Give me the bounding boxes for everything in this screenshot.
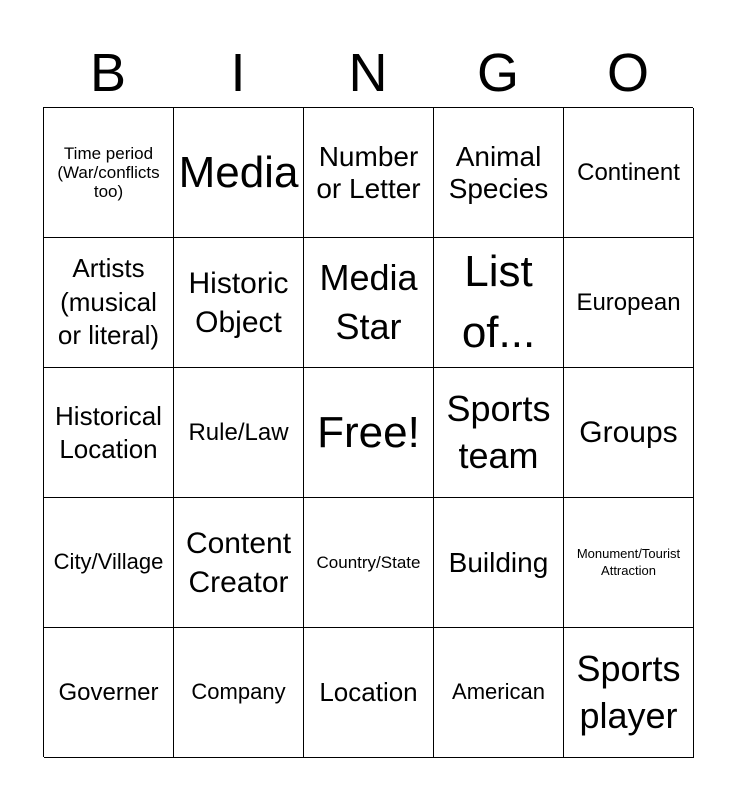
cell-label: Country/State — [316, 552, 421, 572]
cell-label: Media Star — [319, 256, 418, 347]
cell-label: Number or Letter — [316, 140, 421, 204]
bingo-cell[interactable] — [434, 368, 564, 498]
cell-label: Rule/Law — [188, 418, 289, 446]
cell-label: List of... — [461, 246, 536, 357]
cell-label: Content Creator — [185, 526, 292, 599]
header-letter-n: N — [348, 43, 388, 103]
header-letter-g: G — [476, 43, 519, 103]
cell-label: Media — [178, 147, 299, 197]
bingo-cell[interactable] — [44, 368, 174, 498]
bingo-cell[interactable] — [44, 108, 174, 238]
bingo-cell[interactable] — [304, 628, 434, 758]
bingo-cell[interactable] — [564, 628, 694, 758]
cell-label: Free! — [317, 407, 420, 457]
cell-label: Location — [319, 676, 418, 707]
bingo-cell[interactable] — [304, 108, 434, 238]
header-letter-b: B — [89, 43, 127, 103]
bingo-cell[interactable] — [434, 238, 564, 368]
bingo-cell[interactable] — [434, 498, 564, 628]
cell-label: Sports team — [446, 388, 551, 476]
bingo-cell[interactable] — [44, 238, 174, 368]
bingo-cell[interactable] — [174, 108, 304, 238]
bingo-cell[interactable] — [44, 498, 174, 628]
bingo-cell[interactable] — [434, 628, 564, 758]
bingo-cell[interactable] — [174, 368, 304, 498]
cell-label: Historical Location — [55, 401, 162, 464]
cell-label: Building — [448, 546, 549, 578]
cell-label: Monument/Tourist Attraction — [576, 546, 681, 578]
cell-label: Governer — [58, 678, 159, 706]
bingo-cell[interactable] — [434, 108, 564, 238]
cell-label: Company — [191, 679, 286, 705]
bingo-cell[interactable] — [174, 498, 304, 628]
cell-label: Continent — [577, 158, 680, 186]
bingo-cell[interactable] — [304, 498, 434, 628]
cell-label: Historic Object — [188, 266, 289, 339]
bingo-cell[interactable] — [44, 628, 174, 758]
bingo-cell[interactable] — [564, 108, 694, 238]
cell-label: Groups — [579, 415, 678, 449]
header-letter-i: I — [230, 43, 246, 103]
cell-label: Animal Species — [448, 140, 549, 204]
bingo-cell[interactable] — [304, 238, 434, 368]
bingo-cell[interactable] — [174, 238, 304, 368]
header-letter-o: O — [606, 43, 649, 103]
bingo-header — [43, 40, 693, 106]
cell-label: European — [576, 288, 681, 316]
cell-label: Artists (musical or literal) — [57, 252, 160, 351]
bingo-cell[interactable] — [564, 238, 694, 368]
bingo-cell[interactable] — [564, 498, 694, 628]
bingo-board — [43, 107, 693, 757]
cell-label: Time period (War/conflicts too) — [57, 143, 160, 202]
bingo-cell[interactable] — [174, 628, 304, 758]
cell-label: Sports player — [576, 647, 681, 736]
bingo-cell[interactable] — [564, 368, 694, 498]
bingo-cell[interactable] — [304, 368, 434, 498]
cell-label: City/Village — [53, 549, 164, 575]
cell-label: American — [452, 679, 545, 705]
